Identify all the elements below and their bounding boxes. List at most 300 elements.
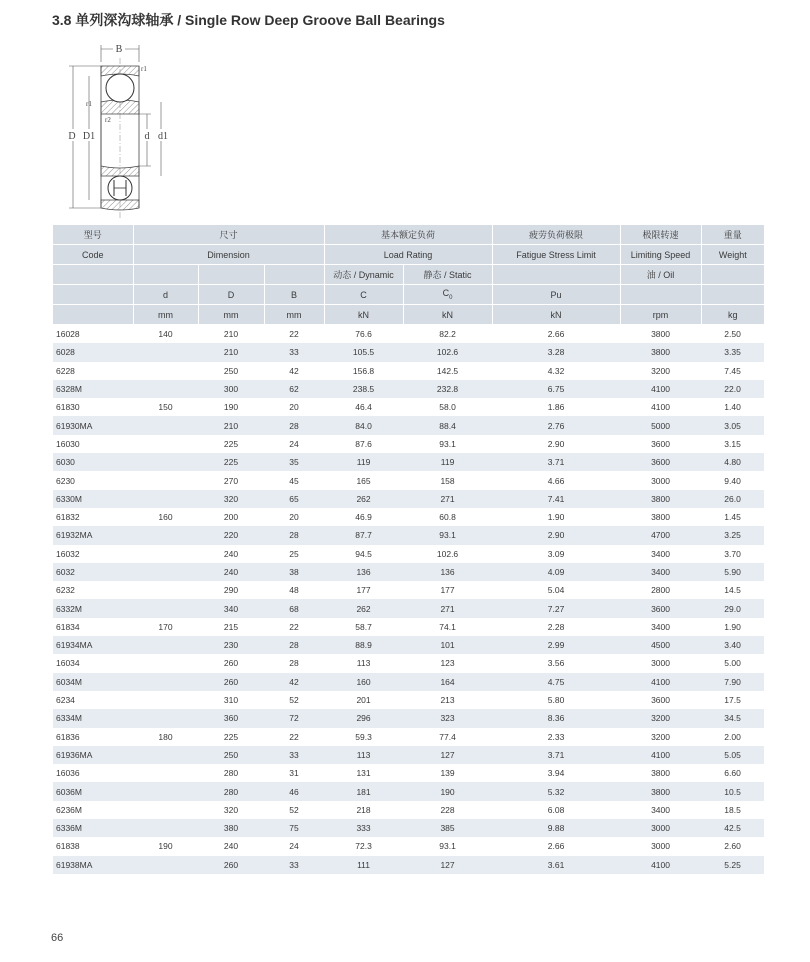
code-cell: 6332M <box>53 599 133 617</box>
width-cell: 25 <box>289 548 299 559</box>
fatigue-limit-cell: 3.94 <box>547 768 565 779</box>
static-load-cell: 136 <box>403 563 492 581</box>
code-cell: 61838 <box>56 841 80 852</box>
table-row <box>53 416 764 434</box>
speed-cell: 2800 <box>651 585 670 596</box>
code-cell: 6328M <box>53 380 133 398</box>
weight-cell: 2.00 <box>724 731 741 742</box>
table-row <box>53 380 764 398</box>
outer-diameter-cell: 225 <box>198 453 264 471</box>
weight-cell: 3.70 <box>724 548 741 559</box>
bore-cell <box>133 471 198 489</box>
speed-cell: 3200 <box>651 731 670 742</box>
speed-cell: 3400 <box>651 804 670 815</box>
width-cell: 72 <box>264 709 324 727</box>
code-cell: 6028 <box>53 343 133 361</box>
width-cell: 33 <box>264 856 324 874</box>
code-cell: 6230 <box>56 475 75 486</box>
fatigue-limit-cell: 1.90 <box>547 512 565 523</box>
bearing-spec-table <box>53 225 764 874</box>
speed-cell: 4700 <box>620 526 701 544</box>
table-row <box>53 398 764 416</box>
outer-diameter-cell: 220 <box>198 526 264 544</box>
bore-cell <box>133 764 198 782</box>
fatigue-limit-cell: 5.80 <box>547 695 565 706</box>
header-dynamic: 动态 / Dynamic <box>324 265 403 285</box>
speed-cell: 4100 <box>620 856 701 874</box>
fatigue-limit-cell: 2.66 <box>547 329 565 340</box>
header-symbol-b: B <box>264 285 324 305</box>
static-load-cell: 127 <box>403 746 492 764</box>
label-d1-inner: d1 <box>158 131 168 142</box>
speed-cell: 4100 <box>620 673 701 691</box>
static-load-cell: 93.1 <box>439 841 456 852</box>
fatigue-limit-cell: 2.99 <box>492 636 620 654</box>
header-symbol-pu: Pu <box>492 285 620 305</box>
dynamic-load-cell: 238.5 <box>324 380 403 398</box>
static-load-cell: 127 <box>403 856 492 874</box>
width-cell: 33 <box>264 746 324 764</box>
outer-diameter-cell: 210 <box>223 329 239 340</box>
speed-cell: 3600 <box>620 453 701 471</box>
static-load-cell: 190 <box>403 782 492 800</box>
unit-outer-d: mm <box>198 305 264 325</box>
width-cell: 38 <box>264 563 324 581</box>
table-row <box>53 545 764 563</box>
width-cell: 42 <box>289 365 299 376</box>
dynamic-load-cell: 46.9 <box>355 512 372 523</box>
table-row <box>53 636 764 654</box>
width-cell: 22 <box>289 621 299 632</box>
dynamic-load-cell: 113 <box>356 658 371 669</box>
speed-cell: 3000 <box>651 841 670 852</box>
weight-cell: 5.00 <box>724 658 741 669</box>
code-cell: 6336M <box>53 819 133 837</box>
static-load-cell: 271 <box>403 599 492 617</box>
speed-cell: 3800 <box>651 329 670 340</box>
table-row <box>53 490 764 508</box>
weight-cell: 10.5 <box>701 782 764 800</box>
header-symbol-d: d <box>133 285 198 305</box>
bore-cell: 170 <box>158 621 173 632</box>
bore-cell <box>133 599 198 617</box>
bore-cell <box>133 416 198 434</box>
header-code-cn: 型号 <box>53 225 133 245</box>
code-cell: 16036 <box>56 768 80 779</box>
header-weight-en: Weight <box>701 245 764 265</box>
fatigue-limit-cell: 4.66 <box>547 475 565 486</box>
header-weight-cn: 重量 <box>701 225 764 245</box>
fatigue-limit-cell: 5.32 <box>492 782 620 800</box>
dynamic-load-cell: 160 <box>324 673 403 691</box>
speed-cell: 3800 <box>620 782 701 800</box>
outer-diameter-cell: 210 <box>198 343 264 361</box>
code-cell: 6228 <box>56 365 75 376</box>
static-load-cell: 139 <box>440 768 455 779</box>
static-load-cell: 142.5 <box>436 365 459 376</box>
static-load-cell: 385 <box>403 819 492 837</box>
width-cell: 65 <box>264 490 324 508</box>
code-cell: 61830 <box>56 402 80 413</box>
code-cell: 61834 <box>56 621 80 632</box>
outer-diameter-cell: 200 <box>223 512 239 523</box>
bore-cell <box>133 801 198 819</box>
static-load-cell: 102.6 <box>436 548 459 559</box>
width-cell: 28 <box>264 416 324 434</box>
width-cell: 62 <box>264 380 324 398</box>
table-row <box>53 691 764 709</box>
header-load-cn: 基本额定负荷 <box>324 225 492 245</box>
width-cell: 68 <box>264 599 324 617</box>
table-row <box>53 746 764 764</box>
dynamic-load-cell: 177 <box>356 585 371 596</box>
bore-cell <box>133 453 198 471</box>
table-header <box>53 225 764 325</box>
table-row <box>53 362 764 380</box>
static-load-cell: 123 <box>440 658 455 669</box>
speed-cell: 3600 <box>651 438 670 449</box>
speed-cell: 3000 <box>651 475 670 486</box>
width-cell: 24 <box>289 841 299 852</box>
weight-cell: 3.05 <box>701 416 764 434</box>
dynamic-load-cell: 94.5 <box>355 548 372 559</box>
static-load-cell: 77.4 <box>439 731 456 742</box>
table-row <box>53 343 764 361</box>
table-row <box>53 526 764 544</box>
fatigue-limit-cell: 2.76 <box>492 416 620 434</box>
table-row <box>53 764 764 782</box>
bore-cell <box>133 782 198 800</box>
code-cell: 61930MA <box>53 416 133 434</box>
speed-cell: 3800 <box>620 343 701 361</box>
dynamic-load-cell: 136 <box>324 563 403 581</box>
code-cell: 61832 <box>56 512 80 523</box>
weight-cell: 3.35 <box>701 343 764 361</box>
width-cell: 28 <box>289 658 299 669</box>
bore-cell <box>133 819 198 837</box>
table-row <box>53 563 764 581</box>
label-outer-diameter: D <box>68 131 76 142</box>
static-load-cell: 232.8 <box>403 380 492 398</box>
weight-cell: 5.90 <box>701 563 764 581</box>
weight-cell: 1.40 <box>724 402 741 413</box>
table-row <box>53 782 764 800</box>
fatigue-limit-cell: 3.61 <box>492 856 620 874</box>
weight-cell: 2.50 <box>724 329 741 340</box>
outer-diameter-cell: 225 <box>223 438 239 449</box>
speed-cell: 3000 <box>620 819 701 837</box>
bore-cell <box>133 856 198 874</box>
label-r1-inner: r1 <box>86 100 92 108</box>
static-load-cell: 74.1 <box>439 621 456 632</box>
dynamic-load-cell: 105.5 <box>324 343 403 361</box>
outer-diameter-cell: 290 <box>223 585 239 596</box>
unit-rpm: rpm <box>620 305 701 325</box>
bore-cell <box>133 362 198 380</box>
outer-diameter-cell: 300 <box>198 380 264 398</box>
speed-cell: 3000 <box>651 658 670 669</box>
weight-cell: 1.45 <box>724 512 741 523</box>
dynamic-load-cell: 262 <box>324 599 403 617</box>
header-symbol-c0: $C_0$ <box>403 285 492 305</box>
weight-cell: 34.5 <box>701 709 764 727</box>
header-static: 静态 / Static <box>403 265 492 285</box>
table-row <box>53 435 764 453</box>
code-cell: 6330M <box>53 490 133 508</box>
weight-cell: 7.45 <box>724 365 741 376</box>
outer-diameter-cell: 380 <box>198 819 264 837</box>
table-row <box>53 453 764 471</box>
dynamic-load-cell: 165 <box>356 475 371 486</box>
unit-kg: kg <box>701 305 764 325</box>
table-row <box>53 325 764 344</box>
table-row <box>53 471 764 489</box>
bore-cell <box>133 636 198 654</box>
code-cell: 61932MA <box>53 526 133 544</box>
table-row <box>53 728 764 746</box>
static-load-cell: 271 <box>403 490 492 508</box>
speed-cell: 3800 <box>620 490 701 508</box>
fatigue-limit-cell: 5.04 <box>547 585 565 596</box>
code-cell: 6034M <box>53 673 133 691</box>
fatigue-limit-cell: 2.90 <box>492 526 620 544</box>
speed-cell: 3800 <box>651 768 670 779</box>
bore-cell: 140 <box>158 329 173 340</box>
table-row <box>53 599 764 617</box>
static-load-cell: 323 <box>403 709 492 727</box>
static-load-cell: 58.0 <box>439 402 456 413</box>
outer-diameter-cell: 260 <box>198 673 264 691</box>
width-cell: 42 <box>264 673 324 691</box>
weight-cell: 4.80 <box>701 453 764 471</box>
dynamic-load-cell: 76.6 <box>355 329 372 340</box>
speed-cell: 3600 <box>651 695 670 706</box>
header-load-en: Load Rating <box>324 245 492 265</box>
width-cell: 20 <box>289 512 299 523</box>
outer-diameter-cell: 250 <box>223 365 239 376</box>
speed-cell: 4100 <box>620 746 701 764</box>
fatigue-limit-cell: 4.32 <box>547 365 565 376</box>
width-cell: 46 <box>264 782 324 800</box>
outer-diameter-cell: 310 <box>223 695 239 706</box>
label-r2: r2 <box>105 116 111 124</box>
static-load-cell: 177 <box>440 585 455 596</box>
width-cell: 52 <box>289 804 299 815</box>
dynamic-load-cell: 59.3 <box>355 731 372 742</box>
fatigue-limit-cell: 4.75 <box>492 673 620 691</box>
static-load-cell: 93.1 <box>439 438 456 449</box>
bore-cell <box>133 563 198 581</box>
outer-diameter-cell: 240 <box>223 841 239 852</box>
table-row <box>53 709 764 727</box>
speed-cell: 3600 <box>620 599 701 617</box>
dynamic-load-cell: 87.7 <box>324 526 403 544</box>
code-cell: 6236M <box>56 804 82 815</box>
fatigue-limit-cell: 3.56 <box>547 658 565 669</box>
fatigue-limit-cell: 6.75 <box>492 380 620 398</box>
label-bore-diameter: d <box>144 131 150 142</box>
outer-diameter-cell: 260 <box>223 658 239 669</box>
code-cell: 6334M <box>53 709 133 727</box>
code-cell: 16032 <box>56 548 80 559</box>
bore-cell <box>133 673 198 691</box>
weight-cell: 17.5 <box>724 695 741 706</box>
unit-pu: kN <box>492 305 620 325</box>
outer-diameter-cell: 215 <box>223 621 239 632</box>
unit-c: kN <box>324 305 403 325</box>
bore-cell <box>133 343 198 361</box>
code-cell: 61938MA <box>53 856 133 874</box>
speed-cell: 4100 <box>651 402 670 413</box>
outer-diameter-cell: 240 <box>223 548 239 559</box>
weight-cell: 3.25 <box>701 526 764 544</box>
table-row <box>53 819 764 837</box>
table-row <box>53 801 764 819</box>
bore-cell <box>133 691 198 709</box>
width-cell: 45 <box>289 475 299 486</box>
static-load-cell: 158 <box>440 475 455 486</box>
outer-diameter-cell: 360 <box>198 709 264 727</box>
page-title: 3.8 单列深沟球轴承 / Single Row Deep Groove Ball Bearings <box>52 12 445 28</box>
bore-cell <box>133 435 198 453</box>
dynamic-load-cell: 296 <box>324 709 403 727</box>
outer-diameter-cell: 280 <box>198 782 264 800</box>
static-load-cell: 164 <box>403 673 492 691</box>
dynamic-load-cell: 131 <box>356 768 371 779</box>
header-code-en: Code <box>53 245 133 265</box>
dynamic-load-cell: 218 <box>356 804 371 815</box>
code-cell: 6234 <box>56 695 75 706</box>
page-number: 66 <box>51 932 64 944</box>
width-cell: 48 <box>289 585 299 596</box>
weight-cell: 42.5 <box>701 819 764 837</box>
table-row <box>53 856 764 874</box>
weight-cell: 7.90 <box>701 673 764 691</box>
outer-diameter-cell: 210 <box>198 416 264 434</box>
speed-cell: 3200 <box>651 365 670 376</box>
weight-cell: 3.40 <box>701 636 764 654</box>
fatigue-limit-cell: 9.88 <box>492 819 620 837</box>
speed-cell: 3400 <box>651 548 670 559</box>
code-cell: 16030 <box>56 438 80 449</box>
bore-cell <box>133 545 198 563</box>
fatigue-limit-cell: 6.08 <box>547 804 565 815</box>
weight-cell: 1.90 <box>724 621 741 632</box>
bore-cell <box>133 654 198 672</box>
dynamic-load-cell: 72.3 <box>355 841 372 852</box>
width-cell: 22 <box>289 731 299 742</box>
speed-cell: 4100 <box>620 380 701 398</box>
static-load-cell: 213 <box>440 695 455 706</box>
table-row <box>53 618 764 636</box>
outer-diameter-cell: 280 <box>223 768 239 779</box>
dynamic-load-cell: 58.7 <box>355 621 372 632</box>
outer-diameter-cell: 190 <box>223 402 239 413</box>
outer-diameter-cell: 320 <box>223 804 239 815</box>
width-cell: 35 <box>264 453 324 471</box>
weight-cell: 26.0 <box>701 490 764 508</box>
fatigue-limit-cell: 3.28 <box>492 343 620 361</box>
outer-diameter-cell: 260 <box>198 856 264 874</box>
weight-cell: 18.5 <box>724 804 741 815</box>
weight-cell: 9.40 <box>724 475 741 486</box>
header-speed-en: Limiting Speed <box>620 245 701 265</box>
dynamic-load-cell: 333 <box>324 819 403 837</box>
weight-cell: 2.60 <box>724 841 741 852</box>
code-cell: 6232 <box>56 585 75 596</box>
outer-diameter-cell: 250 <box>198 746 264 764</box>
static-load-cell: 228 <box>440 804 455 815</box>
weight-cell: 3.15 <box>724 438 741 449</box>
fatigue-limit-cell: 2.28 <box>547 621 565 632</box>
label-r1-top: r1 <box>141 65 147 73</box>
weight-cell: 29.0 <box>701 599 764 617</box>
speed-cell: 4500 <box>620 636 701 654</box>
outer-diameter-cell: 240 <box>198 563 264 581</box>
static-load-cell: 93.1 <box>403 526 492 544</box>
fatigue-limit-cell: 2.90 <box>547 438 565 449</box>
code-cell: 61936MA <box>53 746 133 764</box>
weight-cell: 14.5 <box>724 585 741 596</box>
dynamic-load-cell: 262 <box>324 490 403 508</box>
bore-cell <box>133 490 198 508</box>
bore-cell <box>133 709 198 727</box>
static-load-cell: 88.4 <box>403 416 492 434</box>
code-cell: 16034 <box>56 658 80 669</box>
speed-cell: 3400 <box>651 621 670 632</box>
outer-diameter-cell: 230 <box>198 636 264 654</box>
speed-cell: 3200 <box>620 709 701 727</box>
static-load-cell: 82.2 <box>439 329 456 340</box>
fatigue-limit-cell: 8.36 <box>492 709 620 727</box>
bore-cell: 160 <box>158 512 173 523</box>
dynamic-load-cell: 87.6 <box>355 438 372 449</box>
dynamic-load-cell: 46.4 <box>355 402 372 413</box>
table-body <box>53 325 764 874</box>
dynamic-load-cell: 111 <box>324 856 403 874</box>
dynamic-load-cell: 181 <box>324 782 403 800</box>
code-cell: 61836 <box>56 731 80 742</box>
label-b: B <box>115 44 123 55</box>
header-dimension-en: Dimension <box>133 245 324 265</box>
width-cell: 33 <box>264 343 324 361</box>
unit-b: mm <box>264 305 324 325</box>
fatigue-limit-cell: 3.09 <box>547 548 565 559</box>
bore-cell: 180 <box>158 731 173 742</box>
outer-diameter-cell: 225 <box>223 731 239 742</box>
dynamic-load-cell: 119 <box>324 453 403 471</box>
fatigue-limit-cell: 1.86 <box>547 402 565 413</box>
speed-cell: 5000 <box>620 416 701 434</box>
label-d1-outer: D1 <box>82 131 96 142</box>
bore-cell <box>133 746 198 764</box>
bore-cell <box>133 380 198 398</box>
width-cell: 28 <box>264 526 324 544</box>
table-row <box>53 837 764 855</box>
unit-d: mm <box>133 305 198 325</box>
dynamic-load-cell: 113 <box>324 746 403 764</box>
code-cell: 6030 <box>53 453 133 471</box>
fatigue-limit-cell: 7.27 <box>492 599 620 617</box>
width-cell: 22 <box>289 329 299 340</box>
width-cell: 24 <box>289 438 299 449</box>
speed-cell: 3400 <box>620 563 701 581</box>
width-cell: 20 <box>289 402 299 413</box>
code-cell: 61934MA <box>53 636 133 654</box>
table-row <box>53 508 764 526</box>
table-row <box>53 654 764 672</box>
fatigue-limit-cell: 2.33 <box>547 731 565 742</box>
